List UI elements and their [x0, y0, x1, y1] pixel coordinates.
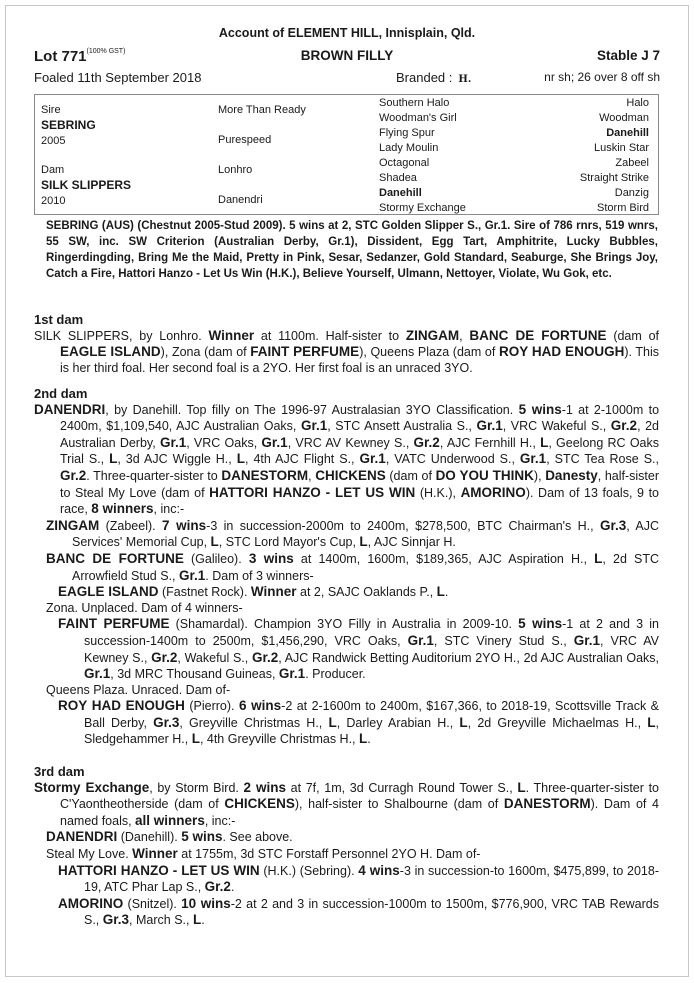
text: -2 at 2 and 3 in succession-1000m to 1500m, $776,900, VRC TAB Rewards S.,	[84, 896, 659, 928]
grade: Gr.3	[599, 517, 627, 533]
listed: L	[328, 714, 337, 730]
text: , by Danehill. Top filly on The 1996-97 Australasian 3YO Classification.	[105, 402, 519, 417]
relative-name: AMORINO	[460, 484, 526, 500]
sex-colour: BROWN FILLY	[300, 48, 394, 63]
wins: 2 wins	[243, 779, 286, 795]
grade: Gr.1	[179, 567, 206, 583]
text: Steal My Love.	[46, 846, 133, 861]
text: ), Queens Plaza (dam of	[359, 345, 499, 360]
wins: Winner	[250, 584, 297, 600]
branded-info	[396, 70, 471, 85]
stable-location: Stable J 7	[596, 48, 660, 63]
gen3-left: Danehill	[379, 187, 422, 199]
relative-name: ROY HAD ENOUGH	[498, 344, 625, 360]
text: , STC Ansett Australia S.,	[327, 419, 477, 434]
text: -3 in succession-to 1600m, $475,899, to 2018-19, ATC Phar Lap S.,	[84, 863, 659, 895]
gen3-row	[379, 126, 649, 141]
progeny-name: ZINGAM	[46, 517, 100, 533]
sire-name: SEBRING	[41, 118, 96, 132]
grade: Gr.2	[413, 434, 440, 450]
text: ),	[533, 468, 546, 483]
gen3-row	[379, 186, 649, 201]
text: , VRC Wakeful S.,	[502, 419, 611, 434]
text: .	[444, 585, 449, 600]
dam-year: 2010	[41, 195, 66, 207]
relative-name: DANESTORM	[221, 467, 309, 483]
vendor-account: Account of ELEMENT HILL, Innisplain, Qld.	[218, 26, 476, 40]
text: (Zabeel).	[99, 518, 162, 533]
listed: L	[191, 731, 200, 747]
text: , VRC AV Kewney S.,	[84, 633, 660, 665]
listed: L	[436, 584, 445, 600]
text: , Greyville Christmas H.,	[179, 715, 329, 730]
sire-summary: SEBRING (AUS) (Chestnut 2005-Stud 2009). 5 wins at 2, STC Golden Slipper S., Gr.1. Sire of 786 rnrs, 519 wnrs, 55 SW, inc. SW Criterion (Australian Derby, Gr.1), Dissident, Egg Tart, Amphitrite, Lucky Bubbles, Ringerdingding, Bring Me the Maid, Pretty in Pink, Sesar, Sedanzer, Gold Standard, Seaburge, She Brings Joy, Catch a Fire, Hattori Hanzo - Let Us Win (H.K.), Believe Yourself, Ulmann, Nettoyer, Violate, Wu Gok, etc.	[46, 220, 658, 280]
gen3-row	[379, 156, 649, 171]
text: at 1100m. Half-sister to	[254, 328, 406, 343]
grade: Gr.1	[359, 451, 386, 467]
grade: Gr.2	[251, 649, 279, 665]
progeny-eagle-island	[58, 584, 659, 601]
wins: 5 wins	[518, 401, 562, 417]
gen3-row	[379, 171, 649, 186]
first-dam-heading: 1st dam	[34, 312, 84, 327]
progeny-name: BANC DE FORTUNE	[46, 550, 184, 566]
sire-dam: Purespeed	[218, 134, 272, 146]
listed: L	[517, 779, 526, 795]
progeny-name: EAGLE ISLAND	[58, 584, 159, 600]
listed: L	[647, 714, 656, 730]
second-dam-section	[34, 386, 659, 748]
text: ). Dam of 4 named foals,	[60, 797, 659, 828]
brand-mark: H.	[458, 74, 472, 85]
progeny-name: DANENDRI	[46, 829, 118, 845]
text: , 4th Greyville Christmas H.,	[199, 732, 360, 747]
text: (H.K.) (Sebring).	[259, 863, 359, 878]
text: (Danehill).	[117, 830, 182, 845]
text: , 3d MRC Thousand Guineas,	[110, 667, 279, 682]
text: (Galileo).	[183, 551, 249, 566]
progeny-danendri	[46, 829, 659, 846]
progeny-name: FAINT PERFUME	[58, 616, 170, 632]
progeny-roy-had-enough	[58, 698, 659, 748]
grade: Gr.2	[610, 418, 638, 434]
text: . Three-quarter-sister to C'Yaontheotherside (dam of	[60, 780, 660, 812]
markings: nr sh; 26 over 8 off sh	[544, 70, 660, 84]
wins: 5 wins	[181, 829, 223, 845]
text: . See above.	[222, 830, 293, 845]
relative-name: BANC DE FORTUNE	[469, 327, 607, 343]
gen3-right: Danehill	[606, 127, 649, 139]
gen3-left: Stormy Exchange	[379, 202, 466, 214]
text: (Snitzel).	[123, 896, 182, 911]
listed: L	[359, 534, 368, 550]
relative-name: HATTORI HANZO - LET US WIN	[209, 484, 416, 500]
listed: L	[210, 534, 219, 550]
grade: Gr.1	[407, 632, 434, 648]
wins: Winner	[208, 327, 255, 343]
wins: 8 winners	[91, 501, 154, 517]
wins: 6 wins	[238, 698, 282, 714]
progeny-name: AMORINO	[58, 895, 124, 911]
text: , AJC Sinnjar H.	[367, 535, 456, 550]
grade: Gr.1	[261, 434, 288, 450]
gen3-right: Zabeel	[615, 157, 649, 169]
grade: Gr.1	[476, 418, 503, 434]
sire-label: Sire	[41, 104, 61, 116]
text: , STC Lord Mayor's Cup,	[218, 535, 360, 550]
text: -3 in succession-2000m to 2400m, $278,500, BTC Chairman's H.,	[206, 518, 600, 533]
text: , Geelong RC Oaks Trial S.,	[60, 435, 659, 467]
text: , STC Vinery Stud S.,	[433, 633, 574, 648]
text: .	[230, 880, 235, 895]
wins: 5 wins	[518, 616, 563, 632]
gen3-right: Halo	[626, 97, 649, 109]
grade: Gr.1	[278, 666, 306, 682]
dam-label: Dam	[41, 164, 65, 176]
gen3-row	[379, 96, 649, 111]
text: , 3d AJC Wiggle H.,	[117, 452, 237, 467]
text: (dam of	[606, 328, 659, 343]
gen3-left: Flying Spur	[379, 127, 435, 139]
progeny-name: HATTORI HANZO - LET US WIN	[58, 862, 260, 878]
first-dam-paragraph	[34, 328, 659, 377]
text: , AJC Services' Memorial Cup,	[72, 518, 660, 550]
text: .	[201, 913, 205, 928]
grade: Gr.3	[102, 912, 130, 928]
gen3-right: Woodman	[599, 112, 649, 124]
progeny-queens-plaza: Queens Plaza. Unraced. Dam of-	[46, 682, 231, 697]
listed: L	[540, 434, 549, 450]
relative-name: Danesty	[545, 467, 598, 483]
third-dam-section	[34, 764, 659, 929]
text: , STC Tea Rose S.,	[546, 452, 659, 467]
text: . Three-quarter-sister to	[86, 468, 222, 483]
gen3-right: Danzig	[614, 187, 649, 199]
wins: 4 wins	[358, 862, 400, 878]
progeny-faint-perfume	[58, 616, 659, 682]
listed: L	[459, 714, 468, 730]
listed: L	[236, 451, 245, 467]
first-dam-section	[34, 312, 659, 376]
text: (Pierro).	[184, 699, 239, 714]
wins: 10 wins	[181, 895, 231, 911]
gen3-left: Shadea	[379, 172, 417, 184]
second-dam-paragraph	[34, 402, 659, 518]
third-dam-heading: 3rd dam	[34, 764, 85, 779]
pedigree-table	[34, 94, 659, 215]
progeny-zona: Zona. Unplaced. Dam of 4 winners-	[46, 600, 243, 615]
text: ), Zona (dam of	[160, 345, 251, 360]
sire-sire: More Than Ready	[218, 104, 306, 116]
progeny-hattori-hanzo	[58, 863, 659, 896]
gen3-right: Straight Strike	[579, 172, 649, 184]
text: at 7f, 1m, 3d Curragh Round Tower S.,	[286, 780, 518, 795]
gen3-row	[379, 201, 649, 216]
gen3-row	[379, 141, 649, 156]
text: ). Dam of 13 foals, 9 to race,	[60, 485, 659, 517]
text: , VRC AV Kewney S.,	[287, 435, 414, 450]
text: , 4th AJC Flight S.,	[244, 452, 360, 467]
text: , Sledgehammer H.,	[84, 715, 659, 747]
dam-sire: Lonhro	[218, 164, 253, 176]
listed: L	[359, 731, 368, 747]
text: , inc:-	[153, 502, 185, 517]
text: -1 at 2-1000m to 2400m, $1,109,540, AJC Australian Oaks,	[60, 402, 660, 434]
text: . Producer.	[305, 667, 366, 682]
text: , Darley Arabian H.,	[336, 715, 460, 730]
grade: Gr.1	[573, 632, 601, 648]
text: -2 at 2-1600m to 2400m, $167,366, to 2018-19, Scottsville Track & Ball Derby,	[84, 699, 660, 730]
text: , 2d STC Arrowfield Stud S.,	[72, 551, 660, 583]
relative-name: ZINGAM	[405, 327, 460, 343]
gen3-left: Woodman's Girl	[379, 112, 457, 124]
branded-label: Branded :	[396, 70, 453, 85]
text: , 2d Australian Derby,	[60, 419, 660, 450]
relative-name: DO YOU THINK	[435, 467, 534, 483]
listed: L	[594, 550, 603, 566]
text: , AJC Randwick Betting Auditorium 2YO H., 2d AJC Australian Oaks,	[278, 650, 659, 665]
wins: all winners	[135, 812, 205, 828]
third-generation	[379, 96, 649, 216]
grade: Gr.2	[151, 649, 178, 665]
wins: 7 wins	[162, 517, 207, 533]
text: at 1400m, 1600m, $189,365, AJC Aspiration H.,	[293, 551, 595, 566]
dam-name: DANENDRI	[34, 401, 106, 417]
gen3-row	[379, 111, 649, 126]
sire-year: 2005	[41, 135, 66, 147]
progeny-name: ROY HAD ENOUGH	[58, 698, 185, 714]
grade: Gr.2	[60, 467, 87, 483]
relative-name: CHICKENS	[315, 467, 386, 483]
grade: Gr.1	[300, 418, 328, 434]
gen3-left: Lady Moulin	[379, 142, 439, 154]
gen3-left: Octagonal	[379, 157, 430, 169]
listed: L	[109, 451, 118, 467]
grade: Gr.1	[519, 451, 547, 467]
text: , 2d Greyville Michaelmas H.,	[467, 715, 648, 730]
text: at 2, SAJC Oaklands P.,	[296, 585, 437, 600]
dam-name: SILK SLIPPERS	[34, 328, 130, 343]
dam-dam: Danendri	[218, 194, 263, 206]
text: ), half-sister to Shalbourne (dam of	[294, 797, 504, 812]
relative-name: EAGLE ISLAND	[60, 344, 161, 360]
text: , Wakeful S.,	[177, 650, 252, 665]
relative-name: FAINT PERFUME	[250, 344, 360, 360]
gen3-right: Luskin Star	[593, 142, 649, 154]
foaled-date: Foaled 11th September 2018	[34, 70, 202, 85]
text: , VATC Underwood S.,	[385, 452, 520, 467]
text: , by Storm Bird.	[149, 780, 244, 795]
text: , AJC Fernhill H.,	[439, 435, 541, 450]
grade: Gr.3	[153, 714, 180, 730]
text: , March S.,	[129, 913, 193, 928]
text: ,	[459, 328, 470, 343]
progeny-steal-my-love	[46, 846, 659, 863]
progeny-zingam	[46, 518, 659, 551]
gen3-left: Southern Halo	[379, 97, 450, 109]
text: -1 at 2 and 3 in succession-1400m to 2500m, $1,456,290, VRC Oaks,	[84, 617, 659, 648]
text: . Dam of 3 winners-	[205, 568, 314, 583]
text: , half-sister to Steal My Love (dam of	[60, 468, 660, 500]
lot-label: Lot 771	[34, 48, 87, 65]
text: , VRC Oaks,	[186, 435, 262, 450]
dam-name: Stormy Exchange	[34, 779, 150, 795]
relative-name: DANESTORM	[503, 796, 591, 812]
text: ). This is her third foal. Her second foal is a 2YO. Her first foal is an unraced 3YO.	[60, 345, 659, 375]
wins: Winner	[132, 845, 178, 861]
grade: Gr.2	[204, 879, 231, 895]
text: ,	[308, 468, 316, 483]
text: (dam of	[385, 468, 436, 483]
dam-name: SILK SLIPPERS	[41, 178, 132, 192]
text: .	[367, 732, 371, 747]
text: at 1755m, 3d STC Forstaff Personnel 2YO H. Dam of-	[177, 846, 481, 861]
text: , by Lonhro.	[129, 328, 209, 343]
third-dam-paragraph	[34, 780, 659, 830]
progeny-banc-de-fortune	[46, 551, 659, 584]
text: (Shamardal). Champion 3YO Filly in Australia in 2009-10.	[169, 617, 519, 632]
progeny-amorino	[58, 896, 659, 929]
grade: Gr.1	[159, 434, 187, 450]
gst-note: (100% GST)	[86, 48, 126, 55]
gen3-right: Storm Bird	[597, 202, 649, 214]
text: (Fastnet Rock).	[158, 585, 251, 600]
text: (H.K.),	[415, 485, 461, 500]
relative-name: CHICKENS	[224, 796, 295, 812]
second-dam-heading: 2nd dam	[34, 386, 88, 401]
grade: Gr.1	[84, 666, 111, 682]
text: , inc:-	[204, 813, 236, 828]
wins: 3 wins	[248, 550, 294, 566]
listed: L	[192, 912, 202, 928]
